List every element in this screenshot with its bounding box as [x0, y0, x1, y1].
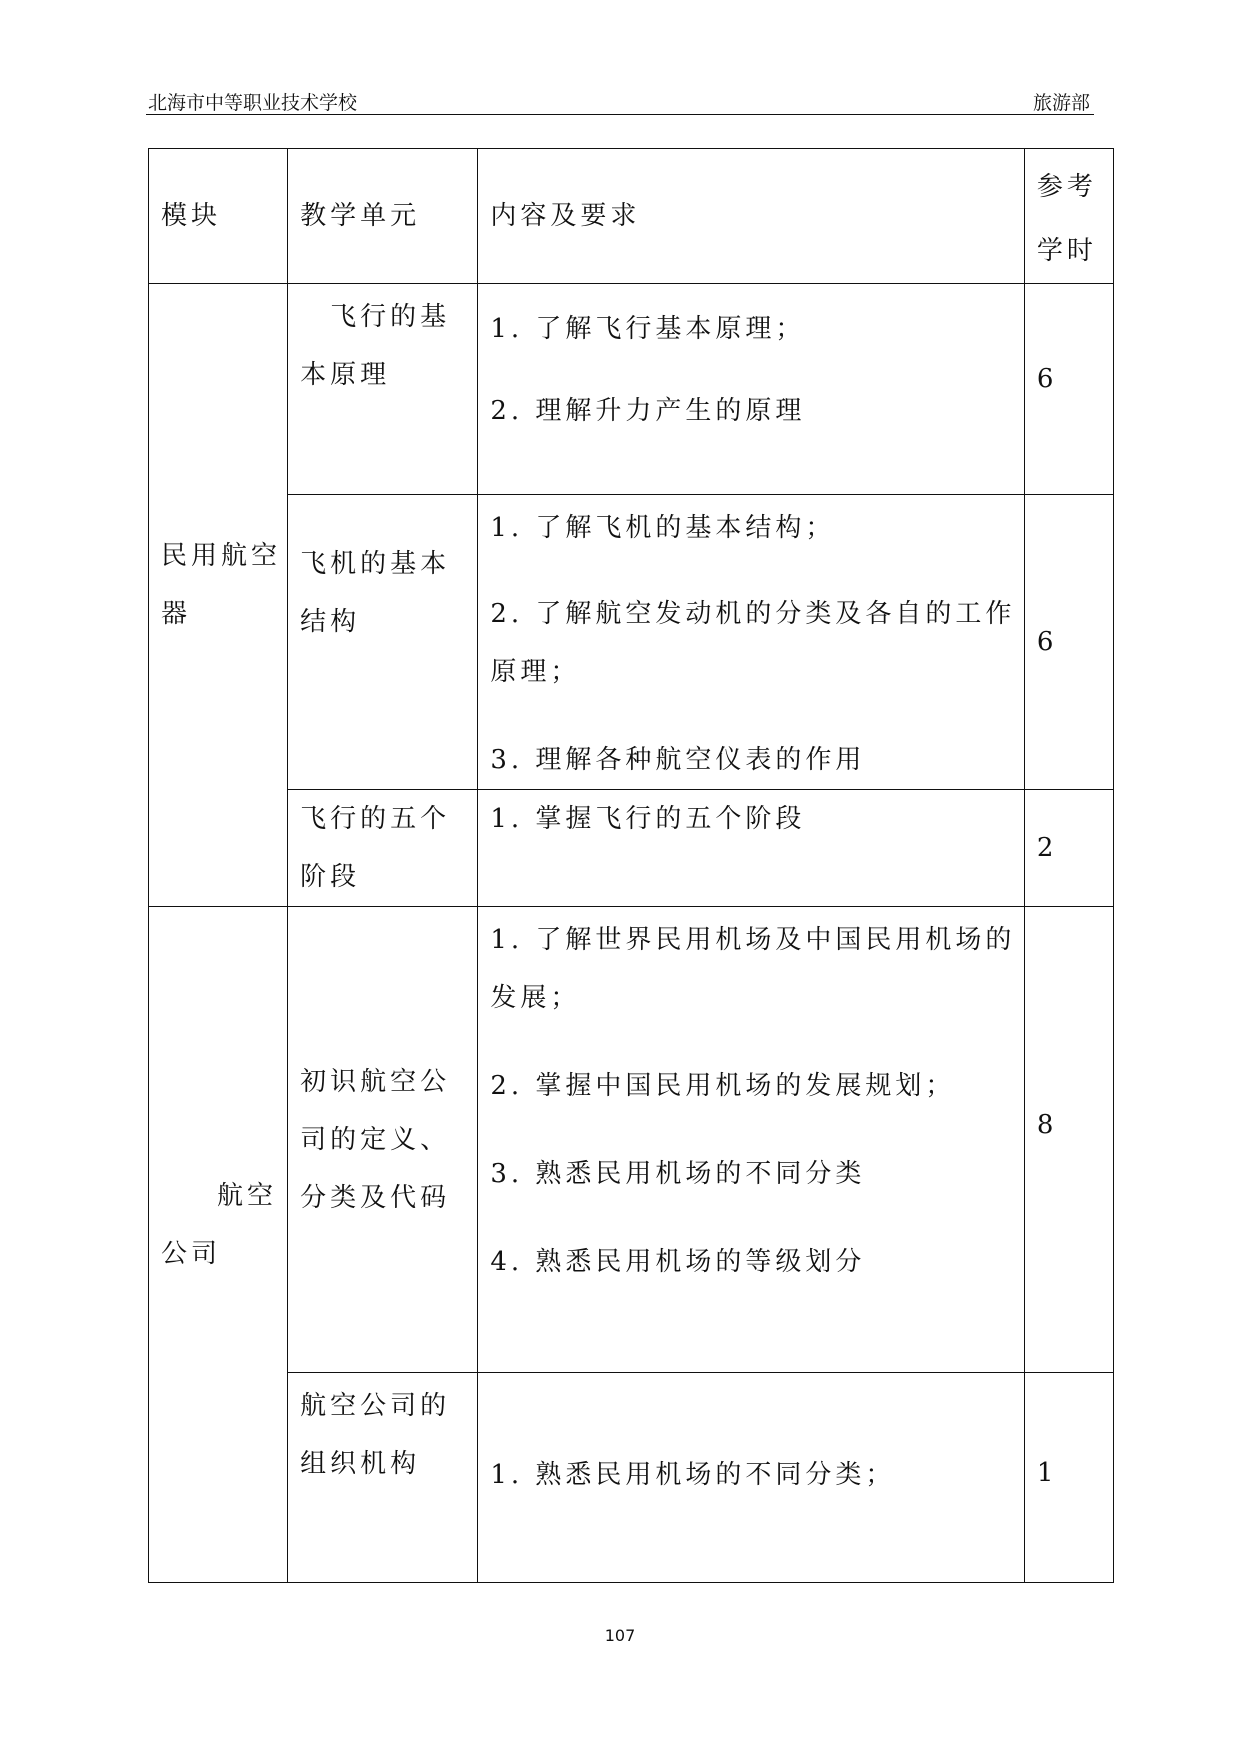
table-row: [149, 1373, 1114, 1583]
content-cell: [478, 495, 1025, 790]
table-header-row: [149, 149, 1114, 284]
hours-cell: 6: [1024, 495, 1113, 790]
content-cell: [478, 284, 1025, 495]
content-cell: [478, 1373, 1025, 1583]
table-row: [149, 907, 1114, 1373]
hours-cell: 1: [1024, 1373, 1113, 1583]
table-row: [149, 284, 1114, 495]
list-item: 2. 理解升力产生的原理: [490, 396, 806, 426]
header-school: 北海市中等职业技术学校: [148, 92, 358, 114]
header-module: 模块: [149, 149, 288, 284]
table-row: [149, 495, 1114, 790]
curriculum-table: [148, 148, 1114, 1583]
content-cell: [478, 790, 1025, 907]
unit-cell: 飞机的基本 结构: [288, 495, 478, 790]
list-item: 原理；: [490, 657, 581, 687]
unit-cell: 航空公司的 组织机构: [288, 1373, 478, 1583]
unit-cell: 飞行的五个 阶段: [288, 790, 478, 907]
module-cell: 航空 公司: [149, 907, 288, 1583]
list-item: 3. 理解各种航空仪表的作用: [490, 745, 866, 775]
list-item: 发展；: [490, 983, 581, 1013]
list-item: 1. 了解世界民用机场及中国民用机场的: [490, 925, 1016, 955]
table-row: [149, 790, 1114, 907]
header-department: 旅游部: [1032, 92, 1090, 114]
hours-cell: 2: [1024, 790, 1113, 907]
hours-cell: 6: [1024, 284, 1113, 495]
hours-cell: 8: [1024, 907, 1113, 1373]
list-item: 3. 熟悉民用机场的不同分类: [490, 1159, 866, 1189]
header-rule: [146, 114, 1094, 115]
header-hours: 参考 学时: [1024, 149, 1113, 284]
module-cell: 民用航空 器: [149, 284, 288, 907]
header-unit: 教学单元: [288, 149, 478, 284]
list-item: 4. 熟悉民用机场的等级划分: [490, 1247, 866, 1277]
list-item: 1. 了解飞机的基本结构；: [490, 513, 836, 543]
header-content: 内容及要求: [478, 149, 1025, 284]
list-item: 1. 了解飞行基本原理；: [490, 314, 806, 344]
list-item: 1. 熟悉民用机场的不同分类；: [490, 1459, 896, 1490]
content-cell: [478, 907, 1025, 1373]
unit-cell: 初识航空公 司的定义、 分类及代码: [288, 907, 478, 1373]
list-item: 2. 掌握中国民用机场的发展规划；: [490, 1071, 956, 1101]
page-number: 107: [604, 1626, 636, 1645]
list-item: 2. 了解航空发动机的分类及各自的工作: [490, 599, 1016, 629]
unit-cell: 飞行的基 本原理: [288, 284, 478, 495]
list-item: 1. 掌握飞行的五个阶段: [490, 804, 806, 834]
